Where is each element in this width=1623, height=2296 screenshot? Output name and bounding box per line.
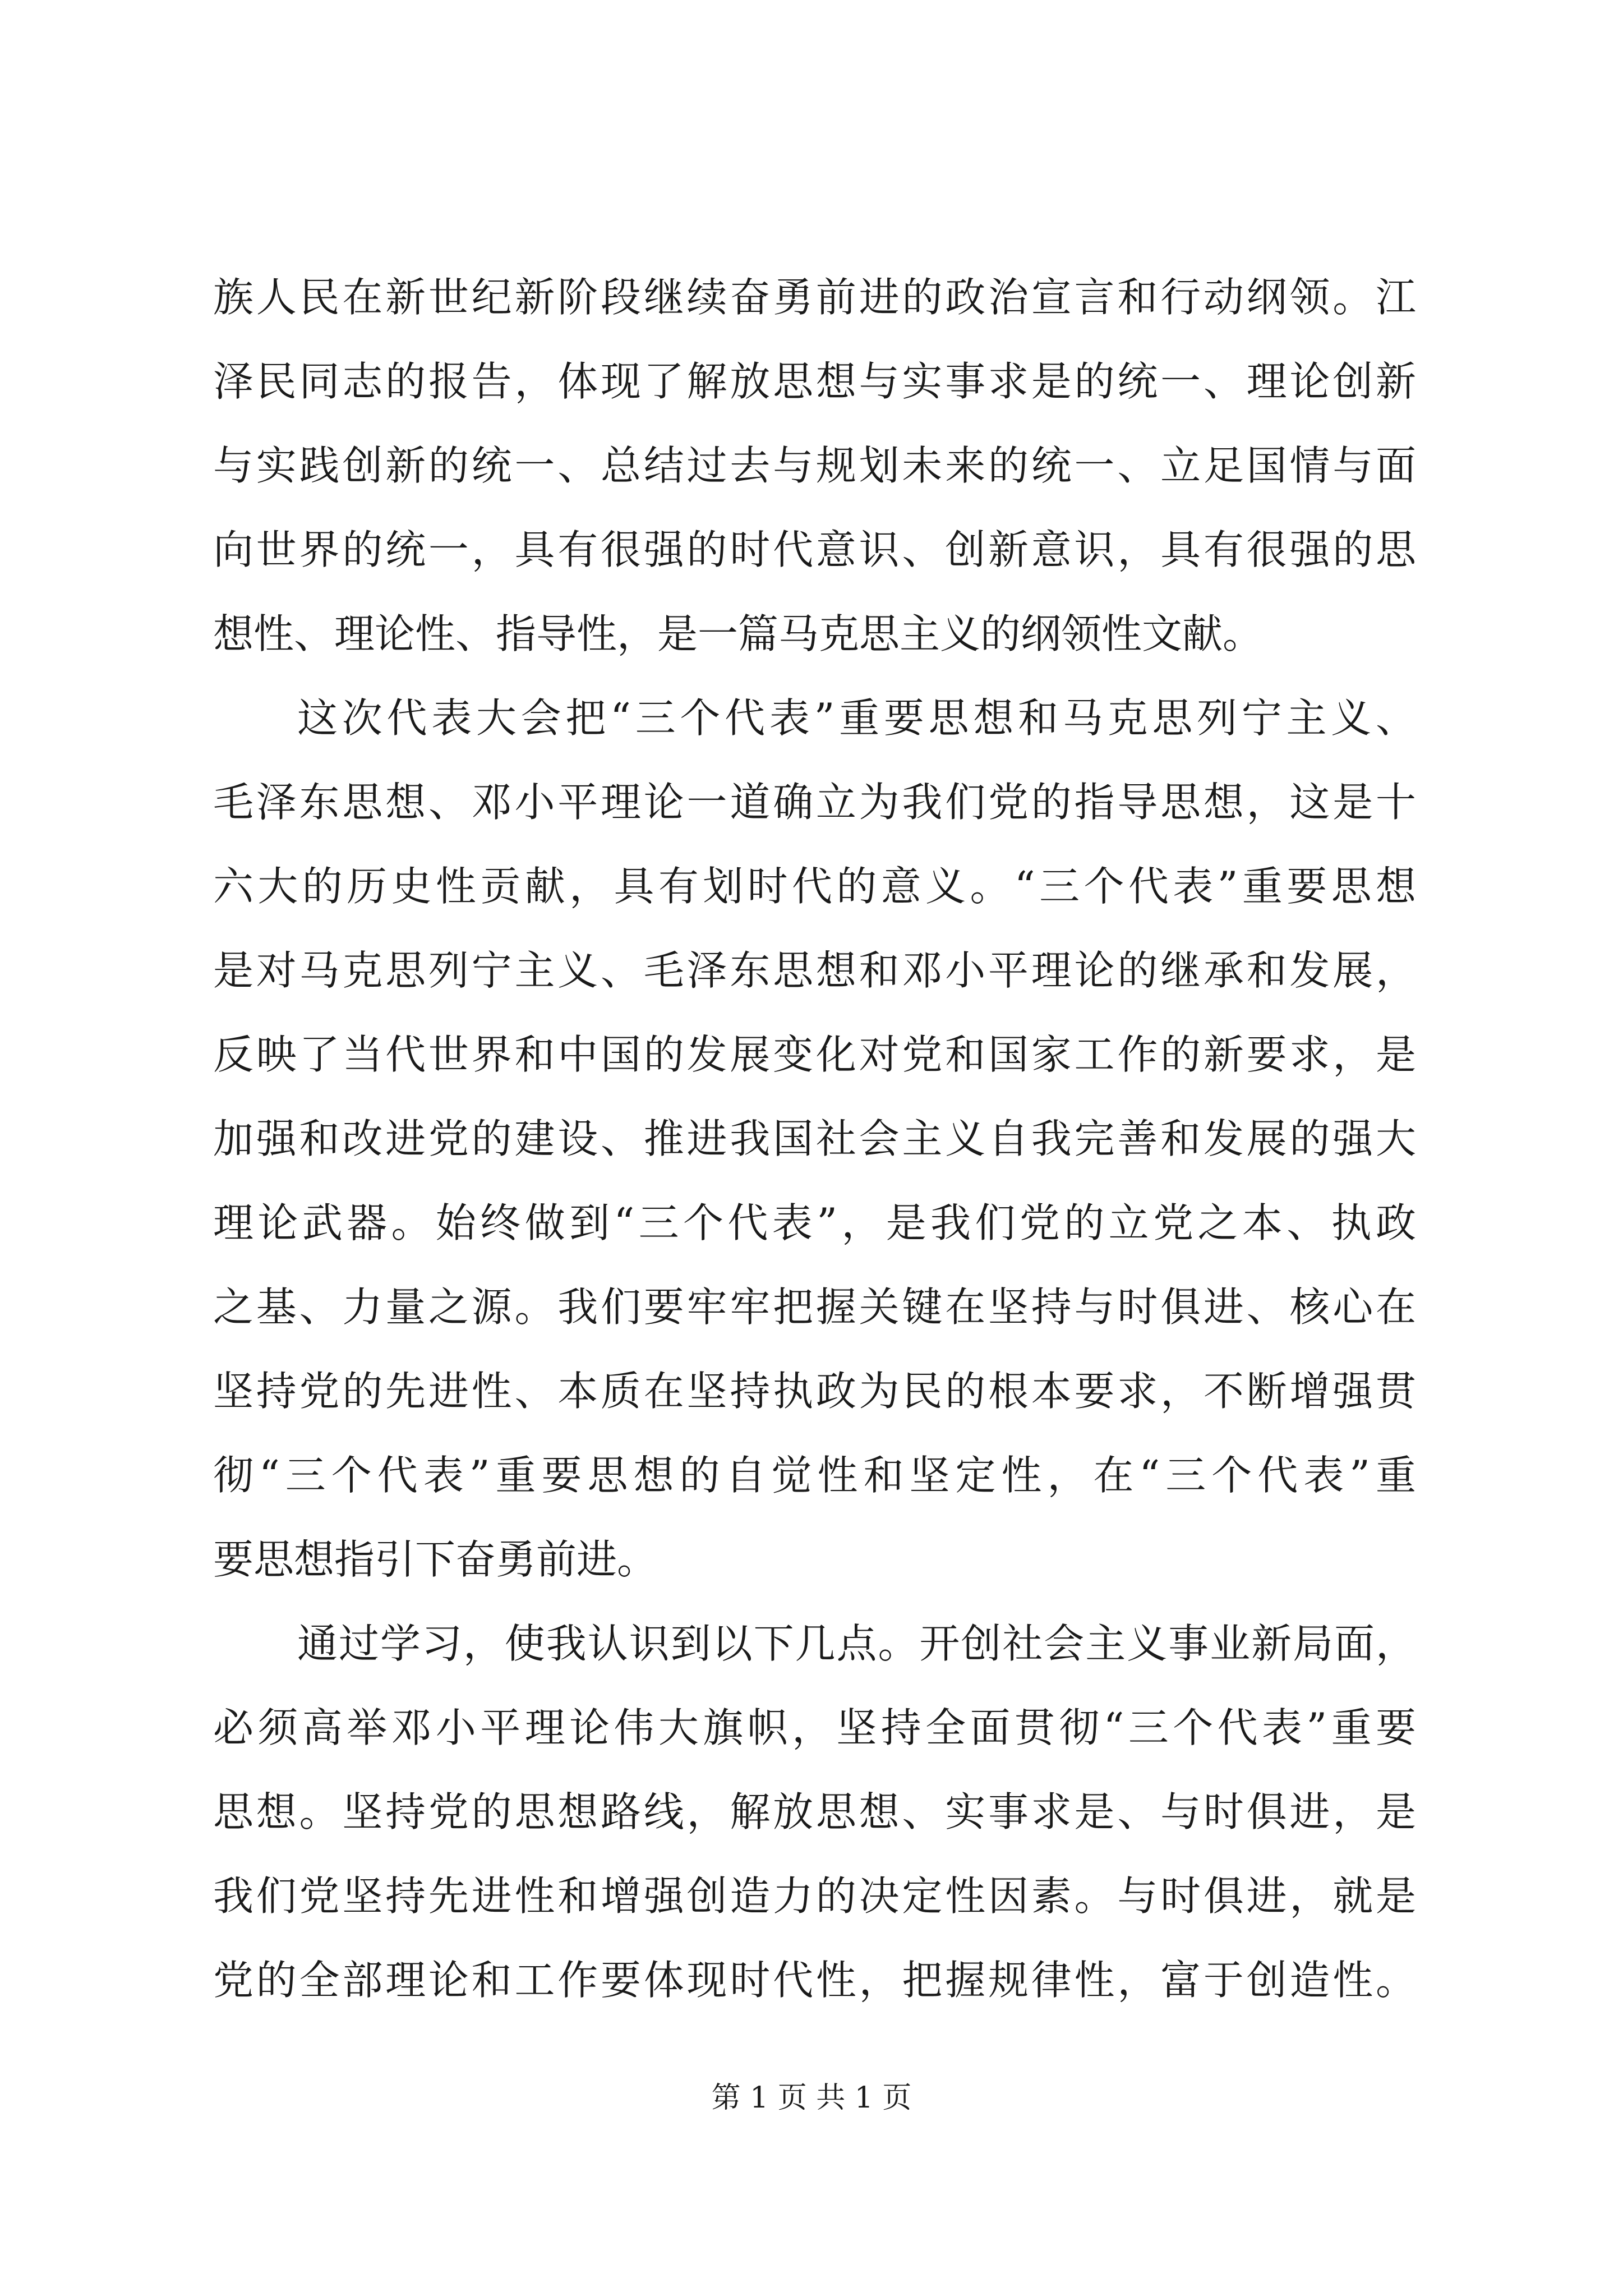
paragraph-1 xyxy=(213,255,1416,676)
text-line: 毛泽东思想、邓小平理论一道确立为我们党的指导思想，这是十 xyxy=(213,779,1416,826)
text-line: 理论武器。始终做到“三个代表”，是我们党的立党之本、执政 xyxy=(213,1199,1416,1246)
text-line: 加强和改进党的建设、推进我国社会主义自我完善和发展的强大 xyxy=(213,1115,1416,1162)
text-line: 我们党坚持先进性和增强创造力的决定性因素。与时俱进，就是 xyxy=(213,1872,1416,1920)
text-line: 必须高举邓小平理论伟大旗帜，坚持全面贯彻“三个代表”重要 xyxy=(213,1704,1416,1751)
text-line: 泽民同志的报告，体现了解放思想与实事求是的统一、理论创新 xyxy=(213,358,1416,405)
page-footer: 第 1 页 共 1 页 xyxy=(711,2081,912,2115)
text-line: 六大的历史性贡献，具有划时代的意义。“三个代表”重要思想 xyxy=(213,863,1416,910)
text-line: 之基、力量之源。我们要牢牢把握关键在坚持与时俱进、核心在 xyxy=(213,1283,1416,1331)
text-line: 与实践创新的统一、总结过去与规划未来的统一、立足国情与面 xyxy=(213,442,1416,489)
text-line: 通过学习，使我认识到以下几点。开创社会主义事业新局面， xyxy=(297,1620,1416,1667)
paragraph-2 xyxy=(213,676,1416,1602)
text-line: 这次代表大会把“三个代表”重要思想和马克思列宁主义、 xyxy=(297,694,1416,742)
text-line: 党的全部理论和工作要体现时代性，把握规律性，富于创造性。 xyxy=(213,1957,1416,2004)
text-line: 要思想指引下奋勇前进。 xyxy=(213,1536,658,1583)
text-line: 向世界的统一，具有很强的时代意识、创新意识，具有很强的思 xyxy=(213,526,1416,573)
document-body xyxy=(213,255,1416,2022)
text-line: 思想。坚持党的思想路线，解放思想、实事求是、与时俱进，是 xyxy=(213,1788,1416,1835)
text-line: 彻“三个代表”重要思想的自觉性和坚定性，在“三个代表”重 xyxy=(213,1452,1416,1499)
text-line: 是对马克思列宁主义、毛泽东思想和邓小平理论的继承和发展， xyxy=(213,947,1416,994)
text-line: 反映了当代世界和中国的发展变化对党和国家工作的新要求，是 xyxy=(213,1031,1416,1078)
paragraph-3 xyxy=(213,1602,1416,2022)
text-line: 坚持党的先进性、本质在坚持执政为民的根本要求，不断增强贯 xyxy=(213,1368,1416,1415)
text-line: 想性、理论性、指导性，是一篇马克思主义的纲领性文献。 xyxy=(213,610,1264,657)
text-line: 族人民在新世纪新阶段继续奋勇前进的政治宣言和行动纲领。江 xyxy=(213,274,1416,321)
